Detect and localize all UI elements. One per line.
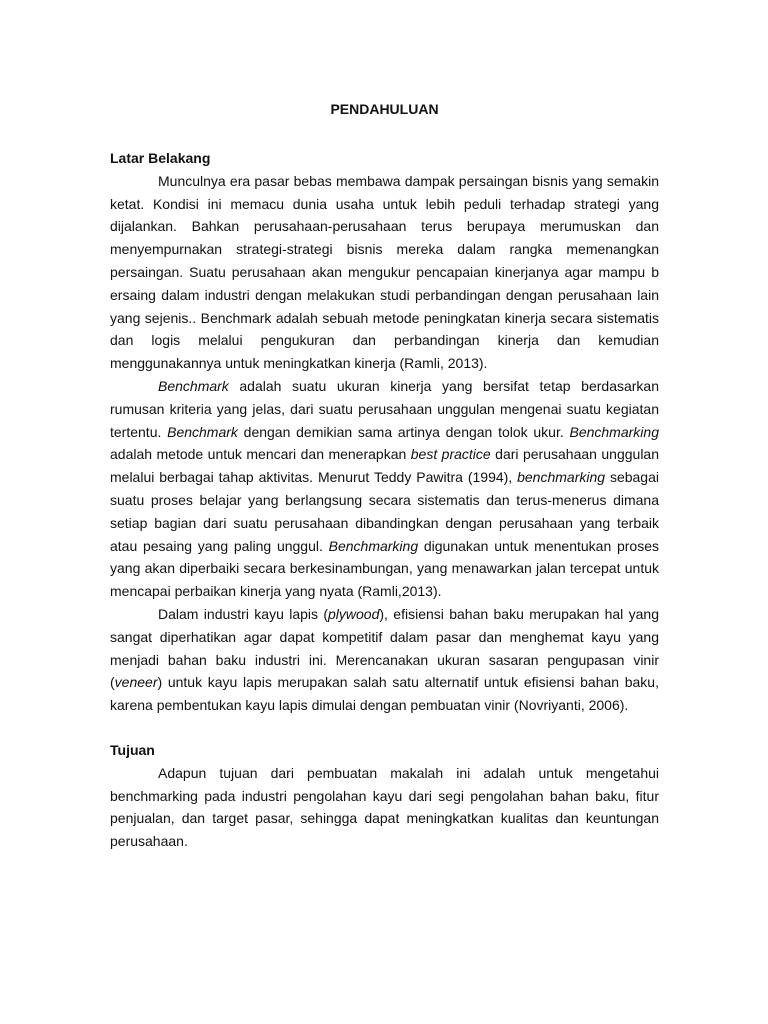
section-gap: [110, 717, 659, 739]
italic-term: plywood: [328, 605, 380, 622]
italic-term: Benchmark: [158, 377, 229, 394]
paragraph: Dalam industri kayu lapis (plywood), efisiensi bahan baku merupakan hal yang sangat diperhatikan agar dapat kompetitif dalam pasar dan menghemat kayu yang menjadi bahan baku industri ini. Merencanakan ukuran sasaran pengupasan vinir (veneer) untuk kayu lapis merupakan salah satu alternatif untuk efisiensi bahan baku, karena pembentukan kayu lapis dimulai dengan pembuatan vinir (Novriyanti, 2006).: [110, 605, 659, 714]
italic-term: Benchmarking: [328, 537, 419, 554]
italic-term: Benchmark: [167, 423, 238, 440]
section-heading-latar-belakang: Latar Belakang: [110, 150, 211, 166]
italic-term: benchmarking: [517, 469, 606, 486]
document-body: [110, 98, 659, 853]
italic-term: veneer: [114, 674, 158, 691]
section-heading-tujuan: Tujuan: [110, 741, 155, 758]
italic-term: Benchmarking: [569, 423, 659, 440]
page-title: PENDAHULUAN: [330, 101, 439, 117]
paragraph: Adapun tujuan dari pembuatan makalah ini adalah untuk mengetahui benchmarking pada industri pengolahan kayu dari segi pengolahan bahan baku, fitur penjualan, dan target pasar, sehingga dapat meningkatkan kualitas dan keuntungan perusahaan.: [110, 764, 659, 850]
paragraph: Munculnya era pasar bebas membawa dampak persaingan bisnis yang semakin ketat. Kondisi ini memacu dunia usaha untuk lebih peduli terhadap strategi yang dijalankan. Bahkan perusahaan-perusahaan terus berupaya merumuskan dan menyempurnakan strategi-strategi bisnis mereka dalam rangka memenangkan persaingan. Suatu perusahaan akan mengukur pencapaian kinerjanya agar mampu b ersaing dalam industri dengan melakukan studi perbandingan dengan perusahaan lain yang sejenis.. Benchmark adalah sebuah metode peningkatan kinerja secara sistematis dan logis melalui pengukuran dan perbandingan kinerja dan kemudian menggunakannya untuk meningkatkan kinerja (Ramli, 2013).: [110, 172, 659, 372]
italic-term: best practice: [410, 446, 491, 463]
paragraph: Benchmark adalah suatu ukuran kinerja yang bersifat tetap berdasarkan rumusan kriteria yang jelas, dari suatu perusahaan unggulan mengenai suatu kegiatan tertentu. Benchmark dengan demikian sama artinya dengan tolok ukur. Benchmarking adalah metode untuk mencari dan menerapkan best practice dari perusahaan unggulan melalui berbagai tahap aktivitas. Menurut Teddy Pawitra (1994), benchmarking sebagai suatu proses belajar yang berlangsung secara sistematis dan terus-menerus dimana setiap bagian dari suatu perusahaan dibandingkan dengan perusahaan yang terbaik atau pesaing yang paling unggul. Benchmarking digunakan untuk menentukan proses yang akan diperbaiki secara berkesinambungan, yang menawarkan jalan tercepat untuk mencapai perbaikan kinerja yang nyata (Ramli,2013).: [110, 377, 660, 600]
